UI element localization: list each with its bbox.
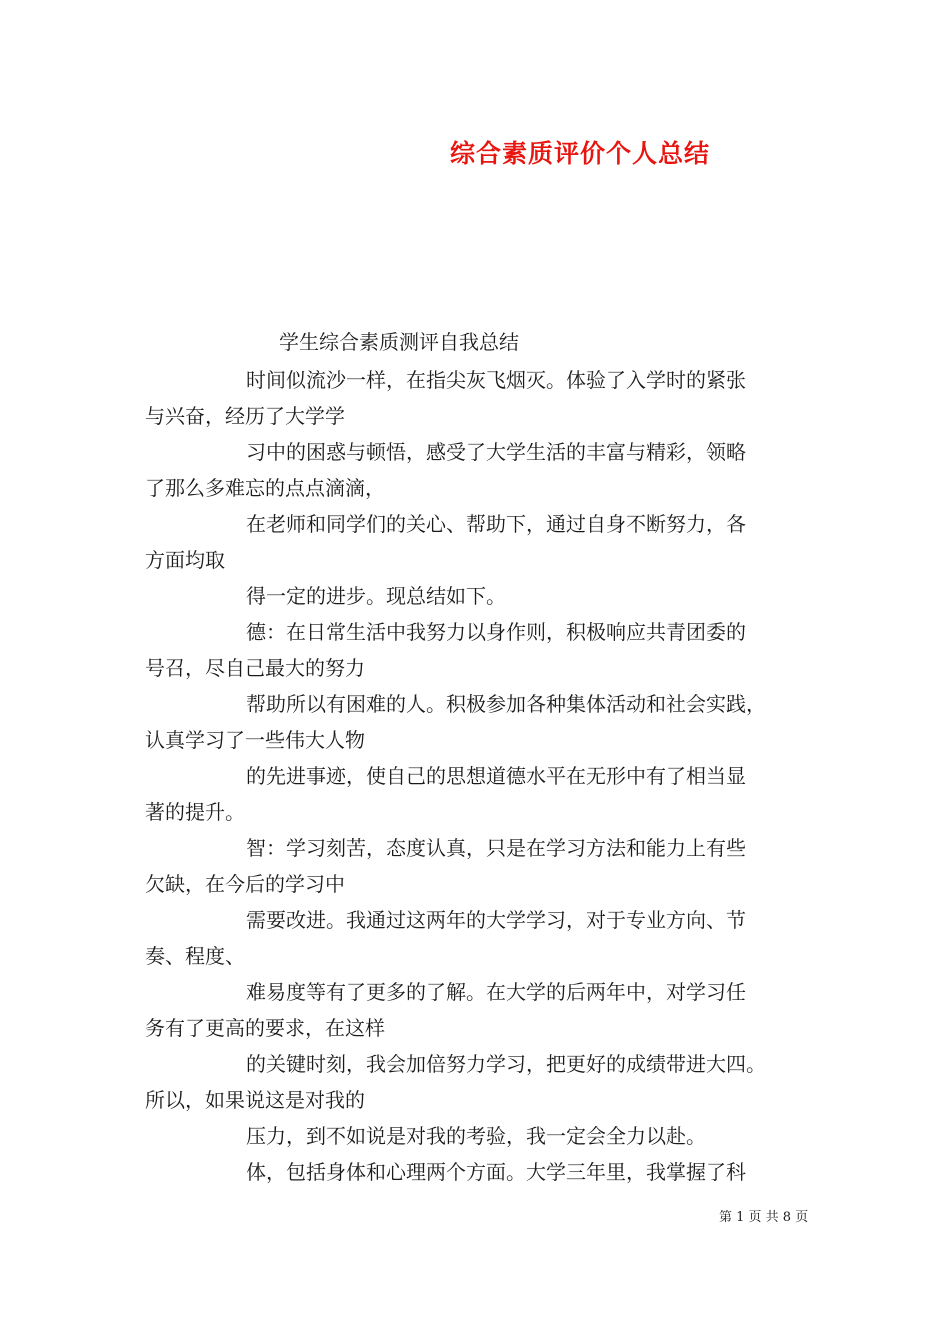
paragraph [145,578,815,614]
paragraph [145,830,815,902]
paragraph-line: 得一定的进步。现总结如下。 [246,584,506,608]
paragraph-line: 著的提升。 [145,800,245,824]
paragraph-line: 需要改进。我通过这两年的大学学习，对于专业方向、节 [246,908,746,932]
paragraph-line: 与兴奋，经历了大学学 [145,404,345,428]
paragraph-line: 认真学习了一些伟大人物 [145,728,365,752]
paragraph [145,614,815,686]
paragraph-line: 在老师和同学们的关心、帮助下，通过自身不断努力，各 [246,512,746,536]
paragraph [145,362,815,434]
paragraph-line: 务有了更高的要求，在这样 [145,1016,385,1040]
paragraph [145,902,815,974]
paragraph-line: 压力，到不如说是对我的考验，我一定会全力以赴。 [246,1124,706,1148]
paragraph [145,1118,815,1154]
paragraph-line: 帮助所以有困难的人。积极参加各种集体活动和社会实践， [246,692,766,716]
paragraph-line: 的关键时刻，我会加倍努力学习，把更好的成绩带进大四。 [246,1052,766,1076]
paragraph [145,974,815,1046]
paragraph-line: 德：在日常生活中我努力以身作则，积极响应共青团委的 [246,620,746,644]
document-body [145,362,815,1190]
paragraph [145,1154,815,1190]
paragraph-line: 的先进事迹，使自己的思想道德水平在无形中有了相当显 [246,764,746,788]
paragraph-line: 难易度等有了更多的了解。在大学的后两年中，对学习任 [246,980,746,1004]
paragraph [145,758,815,830]
paragraph-line: 欠缺，在今后的学习中 [145,872,345,896]
page-number: 第 1 页 共 8 页 [719,1210,809,1225]
paragraph [145,1046,815,1118]
document-title: 综合素质评价个人总结 [450,139,711,168]
paragraph-line: 奏、程度、 [145,944,245,968]
paragraph-line: 体，包括身体和心理两个方面。大学三年里，我掌握了科 [246,1160,746,1184]
paragraph-line: 了那么多难忘的点点滴滴， [145,476,385,500]
paragraph [145,686,815,758]
paragraph-line: 智：学习刻苦，态度认真，只是在学习方法和能力上有些 [246,836,746,860]
paragraph [145,434,815,506]
paragraph-line: 方面均取 [145,548,225,572]
paragraph [145,506,815,578]
paragraph-line: 时间似流沙一样，在指尖灰飞烟灭。体验了入学时的紧张 [246,368,746,392]
paragraph-line: 号召，尽自己最大的努力 [145,656,365,680]
paragraph-line: 习中的困惑与顿悟，感受了大学生活的丰富与精彩，领略 [246,440,746,464]
document-subtitle: 学生综合素质测评自我总结 [279,330,519,354]
paragraph-line: 所以，如果说这是对我的 [145,1088,365,1112]
